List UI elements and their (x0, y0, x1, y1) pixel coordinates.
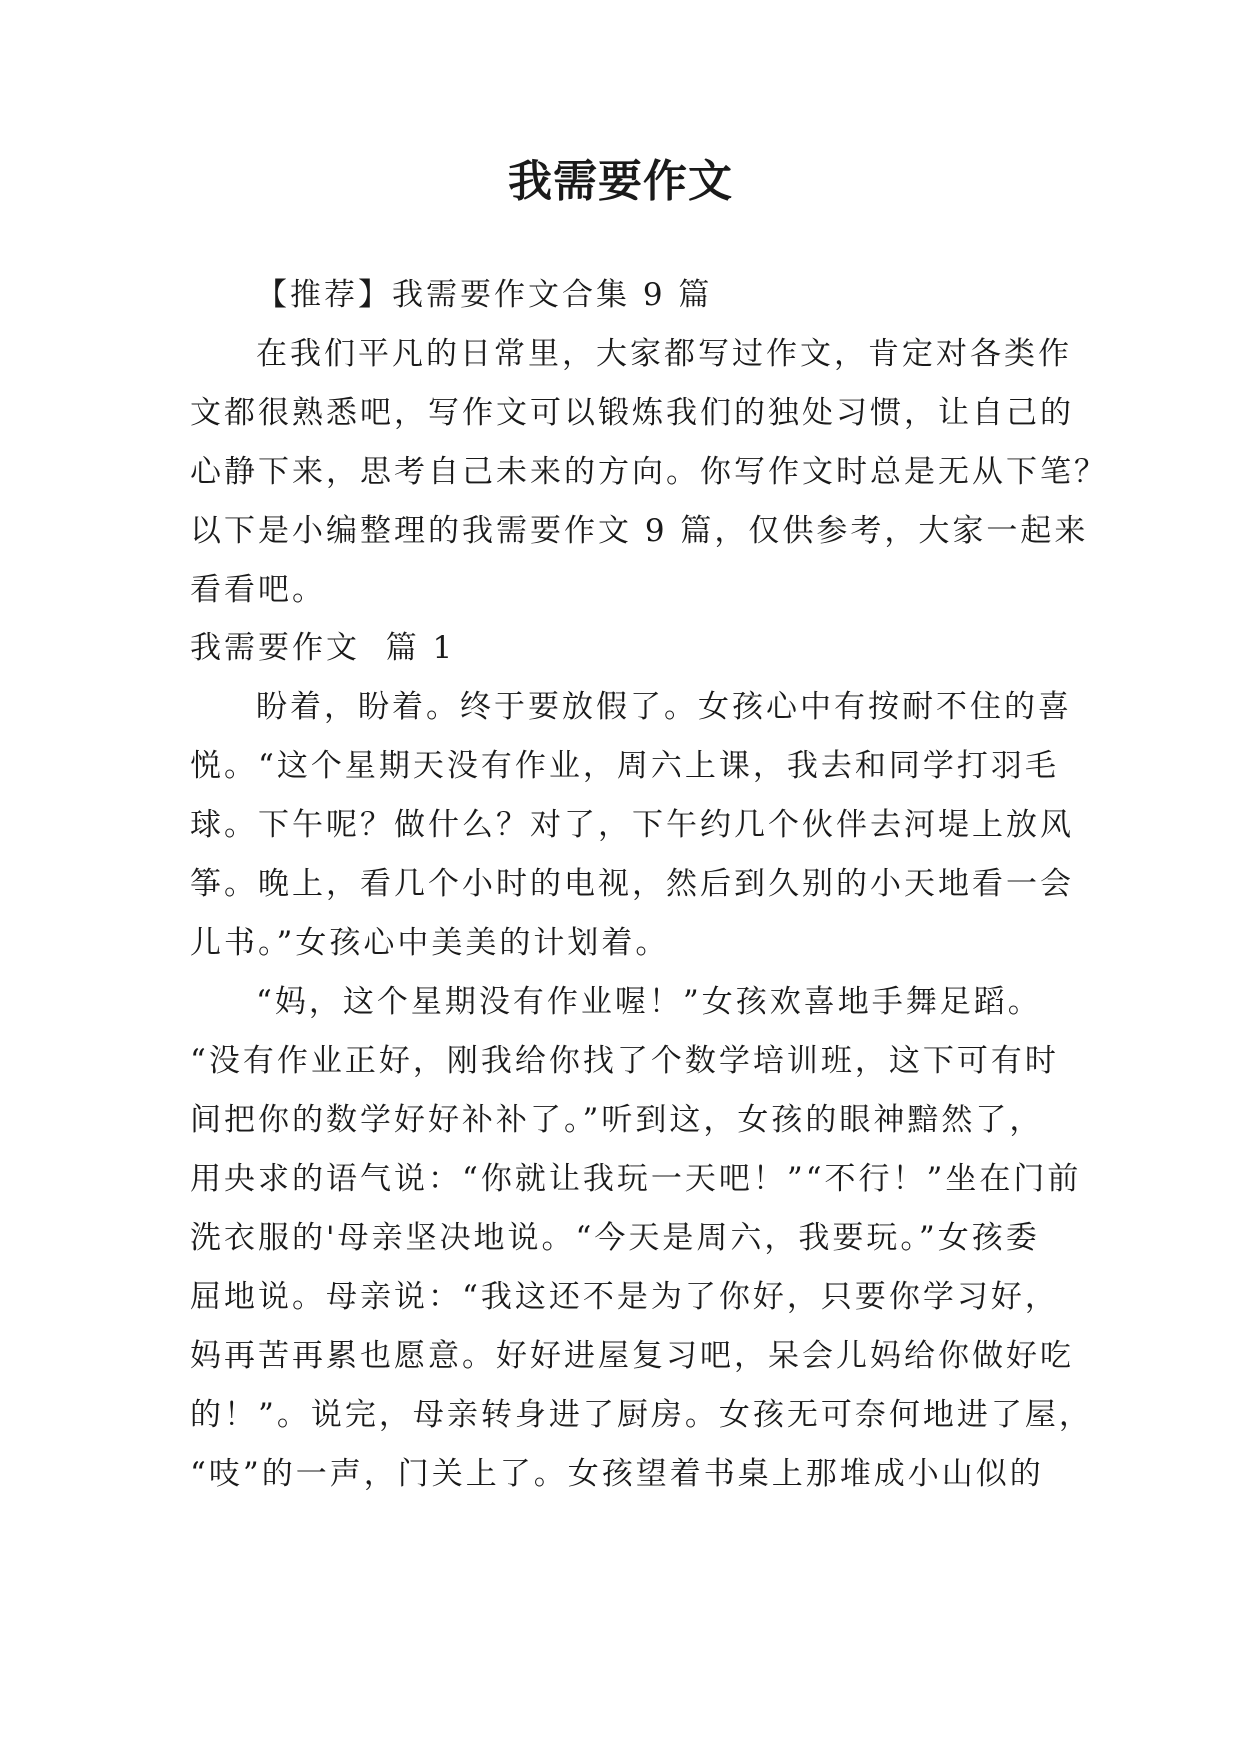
paragraph-line: 悦。“这个星期天没有作业，周六上课，我去和同学打羽毛 (190, 748, 1059, 784)
intro-line: 心静下来，思考自己未来的方向。你写作文时总是无从下笔？ (190, 454, 1108, 490)
paragraph-line: 盼着，盼着。终于要放假了。女孩心中有按耐不住的喜 (256, 689, 1072, 725)
intro-block (190, 266, 1108, 620)
recommend-line: 【推荐】我需要作文合集 9 篇 (256, 277, 713, 313)
paragraph-line: “没有作业正好，刚我给你找了个数学培训班，这下可有时 (190, 1043, 1059, 1079)
paragraph-line: 屈地说。母亲说：“我这还不是为了你好，只要你学习好， (190, 1279, 1059, 1315)
paragraph-line: 妈再苦再累也愿意。好好进屋复习吧，呆会儿妈给你做好吃 (190, 1338, 1074, 1374)
paragraph-line: “妈，这个星期没有作业喔！”女孩欢喜地手舞足蹈。 (256, 984, 1042, 1020)
paragraph-line: 筝。晚上，看几个小时的电视，然后到久别的小天地看一会 (190, 866, 1074, 902)
intro-line: 以下是小编整理的我需要作文 9 篇，仅供参考，大家一起来 (190, 513, 1089, 549)
paragraph-line: 的！”。说完，母亲转身进了厨房。女孩无可奈何地进了屋， (190, 1397, 1093, 1433)
section-heading: 我需要作文 篇 1 (190, 630, 456, 666)
section-1 (190, 619, 1093, 1504)
paragraph-line: 儿书。”女孩心中美美的计划着。 (190, 925, 670, 961)
intro-line: 文都很熟悉吧，写作文可以锻炼我们的独处习惯，让自己的 (190, 395, 1074, 431)
intro-line: 看看吧。 (190, 572, 326, 608)
paragraph-line: 用央求的语气说：“你就让我玩一天吧！”“不行！”坐在门前 (190, 1161, 1082, 1197)
intro-line: 在我们平凡的日常里，大家都写过作文，肯定对各类作 (256, 336, 1072, 372)
paragraph-line: 间把你的数学好好补补了。”听到这，女孩的眼神黯然了， (190, 1102, 1044, 1138)
document-title: 我需要作文 (508, 156, 733, 207)
paragraph-line: 球。下午呢？做什么？对了，下午约几个伙伴去河堤上放风 (190, 807, 1074, 843)
paragraph-line: “吱”的一声，门关上了。女孩望着书桌上那堆成小山似的 (190, 1456, 1044, 1492)
paragraph-line: 洗衣服的'母亲坚决地说。“今天是周六，我要玩。”女孩委 (190, 1220, 1040, 1256)
